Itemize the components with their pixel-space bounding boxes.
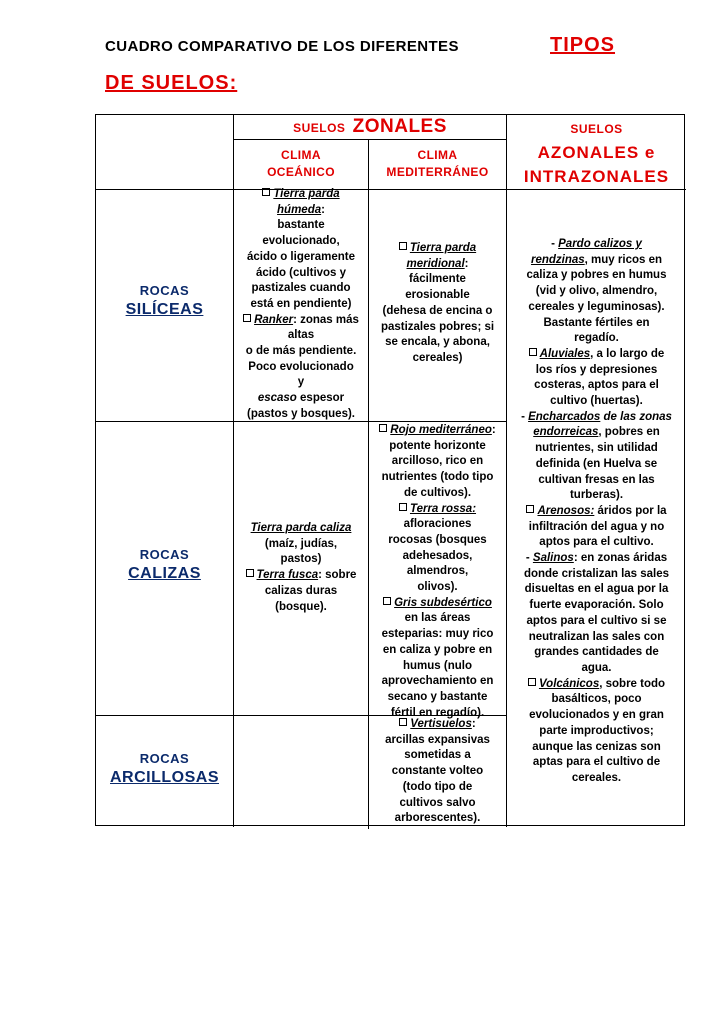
table-text: ROCAS [139, 547, 190, 562]
title-line-1: CUADRO COMPARATIVO DE LOS DIFERENTES [105, 38, 459, 55]
table-text [507, 504, 686, 520]
table-text: agua. [581, 661, 612, 674]
table-text: sometidas a [404, 749, 471, 762]
table-text: AZONALES e [537, 143, 656, 162]
table-text: : [471, 718, 476, 730]
table-text [507, 425, 686, 441]
table-text: de cultivos). [403, 486, 472, 499]
table-text: o de más pendiente. [245, 345, 357, 358]
table-text: pastizales pobres; si [380, 320, 495, 333]
table-text: Volcánicos [538, 677, 600, 690]
table-text [369, 717, 506, 733]
table-text: (bosque). [275, 600, 327, 613]
header-azonales [507, 121, 686, 189]
table-text: Rojo mediterráneo [390, 424, 492, 436]
row-label-arcillosas [96, 751, 233, 787]
table-text: donde cristalizan las sales [523, 567, 670, 580]
table-text: SUELOS [293, 121, 346, 135]
table-text: disueltas en el agua por la [524, 583, 669, 596]
table-text [507, 253, 686, 269]
table-text: : [464, 257, 469, 270]
table-text: está en pendiente) [250, 297, 352, 310]
table-text: grandes cantidades de [534, 646, 659, 659]
table-text: SILÍCEAS [125, 301, 204, 318]
table-text: Gris subdesértico [394, 596, 492, 609]
table-text [507, 347, 686, 363]
table-text: escaso [257, 392, 297, 405]
table-text: - Encharcados de las zonas [521, 410, 672, 423]
bullet-icon [243, 314, 251, 322]
table-text: nutrientes, sin utilidad [535, 442, 658, 455]
table-text: afloraciones [403, 518, 472, 531]
table-border-line [233, 139, 506, 140]
table-text [369, 241, 506, 257]
table-text: los ríos y depresiones [535, 363, 658, 376]
bullet-icon [383, 597, 391, 605]
bullet-icon [399, 718, 407, 726]
table-text: turberas). [569, 489, 624, 502]
table-text: Terra rossa: [409, 502, 477, 515]
table-text: fuerte evaporación. Solo [529, 599, 664, 612]
table-text: SUELOS [570, 122, 623, 136]
table-text: , a lo largo de [590, 347, 665, 360]
table-text: se encala, y abona, [385, 336, 490, 349]
table-text: húmeda [277, 203, 322, 216]
table-text: aprovechamiento en [381, 675, 494, 688]
table-text: ROCAS [139, 283, 190, 298]
table-text: CLIMA [281, 148, 321, 162]
table-text [234, 203, 368, 219]
table-text: nutrientes (todo tipo [381, 471, 494, 484]
table-text: adehesados, [402, 549, 473, 562]
table-text: rocosas (bosques [388, 533, 487, 546]
cell-siliceas-mediterraneo [369, 241, 506, 367]
table-text: fértil en regadío). [390, 706, 485, 719]
table-text: Encharcados [528, 410, 601, 423]
table-text: neutralizan las sales con [528, 630, 665, 643]
table-text: : zonas más [293, 313, 359, 326]
table-text: potente horizonte [389, 439, 486, 452]
table-text: áridos por la [594, 504, 667, 517]
table-text: constante volteo [391, 765, 484, 778]
table-text: : [491, 424, 496, 436]
table-text: aptas para el cultivo de [532, 756, 661, 769]
table-text: infiltración del agua y no [528, 520, 665, 533]
table-text: rendzinas [530, 253, 585, 266]
table-text: meridional [406, 257, 465, 270]
table-text: aunque las cenizas son [532, 740, 661, 753]
table-text: (vid y olivo, almendro, [535, 285, 658, 298]
table-text: olivos). [417, 581, 458, 594]
table-text: OCEÁNICO [267, 165, 335, 179]
table-text: Pardo calizos y [558, 238, 642, 250]
cell-azonales [507, 237, 686, 787]
table-text: en caliza y pobre en [382, 643, 493, 656]
comparison-table [95, 114, 685, 826]
table-text: ácido (cultivos y [255, 266, 347, 279]
table-text: en las áreas [404, 612, 471, 625]
table-text [234, 187, 368, 203]
table-text: Bastante fértiles en [543, 316, 650, 329]
table-text [234, 313, 368, 329]
cell-siliceas-oceanico [234, 187, 368, 423]
table-text: altas [287, 329, 315, 342]
table-text: fácilmente [409, 273, 466, 286]
table-text: definida (en Huelva se [535, 457, 658, 470]
table-text [369, 502, 506, 518]
table-text: , muy ricos en [584, 253, 663, 266]
table-text: Tierra parda [273, 188, 340, 200]
table-text: calizas duras [264, 584, 338, 597]
table-text: (dehesa de encina o [382, 304, 493, 317]
table-text: cultivan fresas en las [538, 473, 655, 486]
table-text: Tierra parda [409, 242, 477, 254]
table-text: aptos para el cultivo si se [526, 614, 667, 627]
table-text: endorreicas [533, 426, 599, 439]
bullet-icon [529, 348, 537, 356]
header-suelos-zonales [234, 116, 506, 138]
table-text: pastos) [280, 553, 322, 566]
table-text: : sobre [318, 569, 357, 582]
table-text: secano y bastante [387, 690, 488, 703]
bullet-icon [526, 505, 534, 513]
table-text: almendros, [406, 565, 469, 578]
bullet-icon [399, 503, 407, 511]
row-label-siliceas [96, 283, 233, 319]
table-text: INTRAZONALES [523, 167, 670, 186]
table-text: MEDITERRÁNEO [386, 165, 489, 179]
table-text: (maíz, judías, [264, 537, 338, 550]
bullet-icon [528, 678, 536, 686]
table-text: cereales y leguminosas). [528, 300, 665, 313]
table-text: Ranker [254, 313, 294, 326]
table-text: evolucionados y en gran [529, 709, 664, 722]
table-text: ácido o ligeramente [246, 250, 355, 263]
table-text: Tierra parda caliza [250, 522, 352, 534]
table-text [369, 423, 506, 439]
table-text: cereales. [571, 771, 622, 784]
table-text: erosionable [405, 289, 470, 302]
table-text [369, 596, 506, 612]
table-text: Arenosos: [537, 504, 595, 517]
table-text: evolucionado, [262, 235, 340, 248]
table-text: : en zonas áridas [573, 552, 668, 565]
table-text: humus (nulo [403, 659, 472, 672]
table-text [234, 568, 368, 584]
row-label-calizas [96, 547, 233, 583]
table-text: CLIMA [417, 148, 458, 162]
table-text: parte improductivos; [539, 724, 654, 737]
table-text: : [321, 203, 325, 216]
table-text: Terra fusca [256, 569, 319, 582]
table-text: espesor [296, 392, 345, 405]
table-text: ARCILLOSAS [110, 769, 219, 786]
table-text: Salinos [532, 552, 574, 565]
table-text: - Salinos: en zonas áridas [525, 552, 668, 565]
table-text: de las zonas [600, 410, 672, 423]
table-text: ZONALES [352, 116, 447, 137]
table-text: regadío. [574, 332, 619, 345]
table-text [507, 677, 686, 693]
bullet-icon [379, 424, 387, 432]
table-text: Poco evolucionado [248, 360, 354, 373]
table-text: , pobres en [598, 426, 660, 439]
title-highlight: TIPOS [550, 34, 616, 56]
table-text [369, 257, 506, 273]
title-line-2: DE SUELOS: [105, 72, 238, 94]
table-text: arcillas expansivas [385, 733, 490, 746]
table-text: arborescentes). [394, 812, 481, 825]
table-text [234, 391, 368, 407]
table-text: caliza y pobres en humus [526, 269, 667, 282]
table-text: pastizales cuando [251, 282, 351, 295]
table-text: (pastos y bosques). [247, 407, 355, 420]
table-text: - Pardo calizos y [551, 238, 642, 250]
header-clima-oceanico [234, 147, 368, 181]
table-text: cultivo (huertas). [550, 395, 643, 408]
table-text: y [297, 376, 305, 389]
cell-arcillosas-mediterraneo [369, 717, 506, 827]
table-text: ROCAS [139, 751, 190, 766]
table-text [234, 521, 368, 537]
table-text: (todo tipo de [402, 780, 473, 793]
table-text: cereales) [412, 351, 463, 364]
cell-calizas-mediterraneo [369, 423, 506, 721]
cell-calizas-oceanico [234, 521, 368, 615]
bullet-icon [262, 188, 270, 196]
table-text: Aluviales [539, 347, 591, 360]
bullet-icon [246, 569, 254, 577]
table-text: basálticos, poco [551, 693, 642, 706]
table-text: , sobre todo [599, 677, 666, 690]
table-text: Vertisuelos [410, 718, 472, 730]
table-text: costeras, aptos para el [534, 379, 659, 392]
bullet-icon [399, 242, 407, 250]
header-clima-mediterraneo [369, 147, 506, 181]
table-border-line [96, 189, 686, 190]
table-text: bastante [277, 219, 325, 232]
table-text: arcilloso, rico en [391, 455, 484, 468]
table-text: esteparias: muy rico [381, 628, 494, 641]
table-text: aptos para el cultivo. [539, 536, 654, 549]
table-text: cultivos salvo [399, 796, 476, 809]
table-text: CALIZAS [128, 565, 201, 582]
